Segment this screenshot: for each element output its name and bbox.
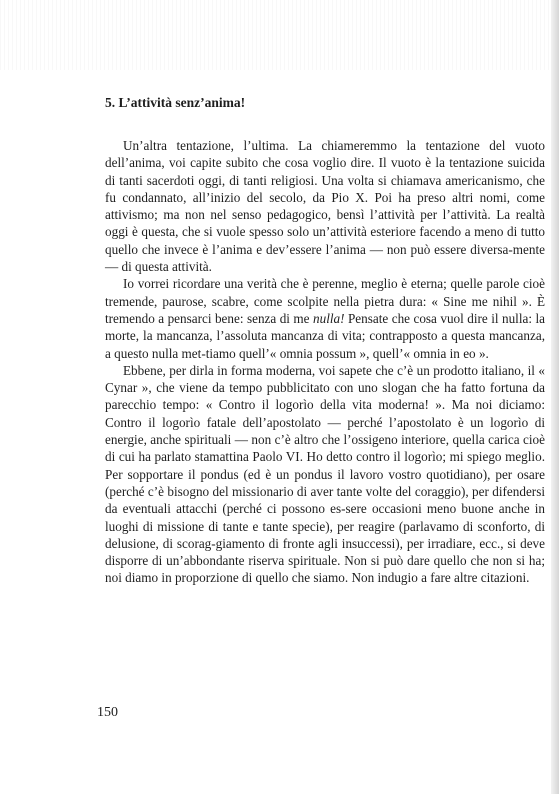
- paragraph-1: Un’altra tentazione, l’ultima. La chiameremmo la tentazione del vuoto dell’anima, voi capite subito che cosa voglio dire. Il vuoto è la tentazione suicida di tanti sacerdoti oggi, di tanti religiosi. Una volta si chiamava americanismo, che fu condannato, all’inizio del secolo, da Pio X. Poi ha preso altri nomi, come attivismo; ma non nel senso pedagogico, bensì l’attività per l’attività. La realtà oggi è questa, che si vuole spesso solo un’attività esteriore facendo a meno di tutto quello che invece è l’anima e dev’essere l’anima — non può essere diversa-mente — di questa attività.: [105, 138, 545, 275]
- paragraph-3: Ebbene, per dirla in forma moderna, voi sapete che c’è un prodotto italiano, il « Cynar », che viene da tempo pubblicitato con uno slogan che ha fatto fortuna da parecchio tempo: « Contro il logorìo della vita moderna! ». Ma noi diciamo: Contro il logorìo fatale dell’apostolato — perché l’apostolato è un logorìo di energie, anche spirituali — non c’è altro che l’ossigeno interiore, quella carica cioè di cui ha parlato stamattina Paolo VI. Ho detto contro il logorìo; mi spiego meglio. Per sopportare il pondus (ed è un pondus il lavoro vostro quotidiano), per osare (perché c’è bisogno del missionario di aver tante volte del coraggio), per difendersi da eventuali attacchi (perché ci possono es-sere occasioni meno buone anche in luoghi di missione di tante e tante specie), per reagire (parlavamo di sconforto, di delusione, di scorag-giamento di fronte agli insuccessi), per irradiare, ecc., si deve disporre di un’abbondante riserva spirituale. Non si può dare quello che non si ha; noi diamo in proporzione di quello che siamo. Non indugio a fare altre citazioni.: [105, 362, 545, 586]
- section-heading: 5. L’attività senz’anima!: [105, 95, 246, 110]
- scan-page-edge: [551, 0, 559, 794]
- paragraph-2-emphasis: nulla!: [313, 310, 345, 326]
- paragraph-2-text-after: Pensate che cosa vuol dire il nulla: la morte, la mancanza, l’assoluta mancanza di vita; contrapposto a questa mancanza, a questo nulla met-tiamo quell’« omnia possum », quell’« omnia in eo ».: [105, 310, 545, 361]
- page-content: [105, 94, 545, 587]
- paragraph-2-text-before: Io vorrei ricordare una verità che è perenne, meglio è eterna; quelle parole cioè tremende, paurose, scabre, come scolpite nella pietra dura: « Sine me nihil ». È tremendo a pensarci bene: senza di me: [105, 276, 545, 326]
- paragraph-2: [105, 275, 545, 361]
- page-number: 150: [97, 705, 118, 720]
- scan-noise-top: [0, 0, 559, 70]
- body-text: [105, 137, 545, 587]
